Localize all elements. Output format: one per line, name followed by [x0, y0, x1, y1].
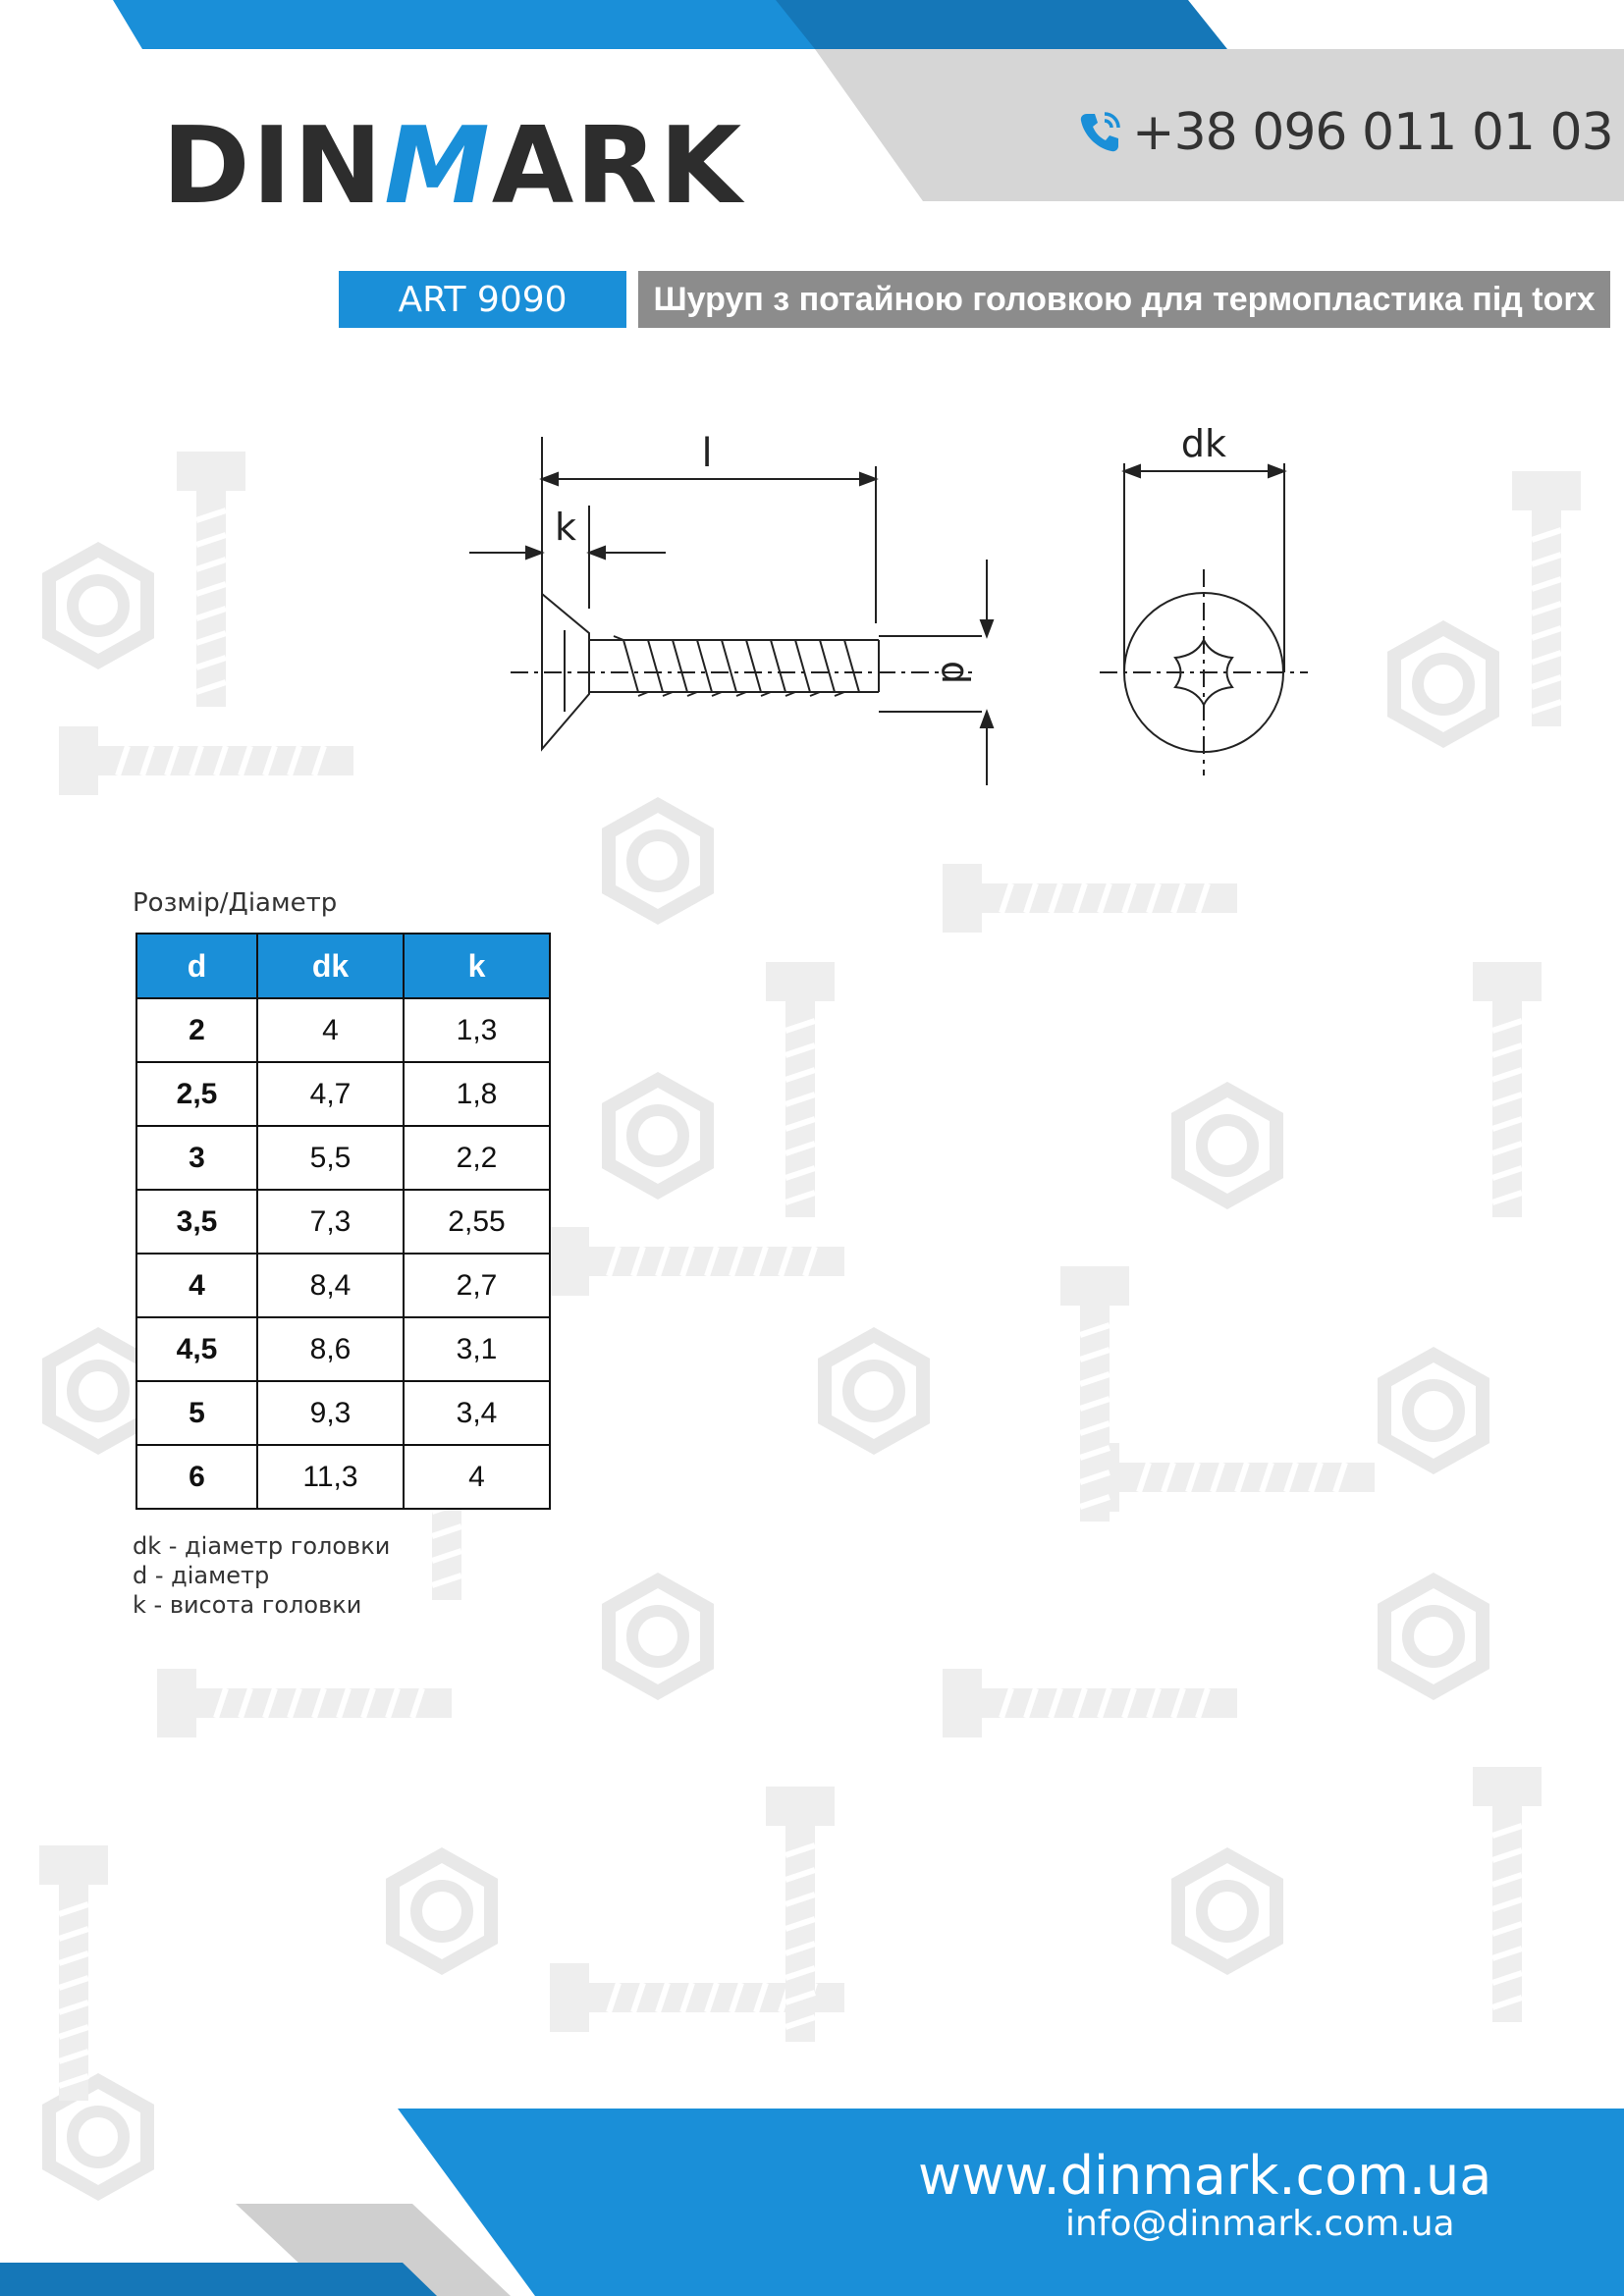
table-row	[136, 1190, 550, 1254]
cell-k: 2,2	[404, 1126, 550, 1190]
technical-drawing	[461, 412, 1326, 805]
cell-k: 1,3	[404, 998, 550, 1062]
logo-text-right: ARK	[491, 105, 744, 228]
legend	[133, 1531, 390, 1620]
phone-icon	[1075, 108, 1124, 157]
email-link[interactable]: info@dinmark.com.ua	[1065, 2204, 1455, 2244]
cell-dk: 8,4	[257, 1254, 404, 1317]
dimensions-table	[135, 933, 551, 1510]
table-row	[136, 1126, 550, 1190]
cell-d: 2,5	[136, 1062, 257, 1126]
legend-line-k: k - висота головки	[133, 1591, 362, 1619]
cell-k: 2,7	[404, 1254, 550, 1317]
cell-d: 3	[136, 1126, 257, 1190]
label-k: k	[554, 506, 577, 549]
label-dk: dk	[1180, 422, 1227, 465]
cell-k: 2,55	[404, 1190, 550, 1254]
phone-number: +38 096 011 01 03	[1132, 103, 1613, 162]
phone-contact[interactable]	[1075, 98, 1613, 167]
brand-logo	[162, 105, 744, 228]
table-row	[136, 1317, 550, 1381]
website-link[interactable]: www.dinmark.com.ua	[918, 2145, 1492, 2207]
label-d: d	[934, 660, 977, 685]
legend-line-dk: dk - діаметр головки	[133, 1532, 391, 1560]
column-header-d: d	[136, 934, 257, 998]
cell-k: 3,1	[404, 1317, 550, 1381]
legend-line-d: d - діаметр	[133, 1562, 270, 1589]
table-row	[136, 1445, 550, 1509]
cell-dk: 9,3	[257, 1381, 404, 1445]
table-row	[136, 1381, 550, 1445]
cell-k: 3,4	[404, 1381, 550, 1445]
cell-dk: 11,3	[257, 1445, 404, 1509]
product-title: Шуруп з потайною головкою для термопластика під torx	[638, 271, 1610, 328]
cell-k: 1,8	[404, 1062, 550, 1126]
table-header-row	[136, 934, 550, 998]
label-l: l	[701, 431, 713, 476]
cell-d: 4	[136, 1254, 257, 1317]
cell-k: 4	[404, 1445, 550, 1509]
cell-d: 4,5	[136, 1317, 257, 1381]
column-header-k: k	[404, 934, 550, 998]
cell-d: 3,5	[136, 1190, 257, 1254]
cell-dk: 8,6	[257, 1317, 404, 1381]
article-number: ART 9090	[339, 271, 626, 328]
cell-dk: 4,7	[257, 1062, 404, 1126]
cell-dk: 7,3	[257, 1190, 404, 1254]
cell-d: 5	[136, 1381, 257, 1445]
cell-dk: 4	[257, 998, 404, 1062]
table-row	[136, 1254, 550, 1317]
table-caption: Розмір/Діаметр	[133, 888, 338, 918]
cell-d: 2	[136, 998, 257, 1062]
cell-d: 6	[136, 1445, 257, 1509]
column-header-dk: dk	[257, 934, 404, 998]
logo-text-mark: M	[384, 105, 492, 228]
table-row	[136, 1062, 550, 1126]
logo-text-left: DIN	[162, 105, 385, 228]
cell-dk: 5,5	[257, 1126, 404, 1190]
table-row	[136, 998, 550, 1062]
